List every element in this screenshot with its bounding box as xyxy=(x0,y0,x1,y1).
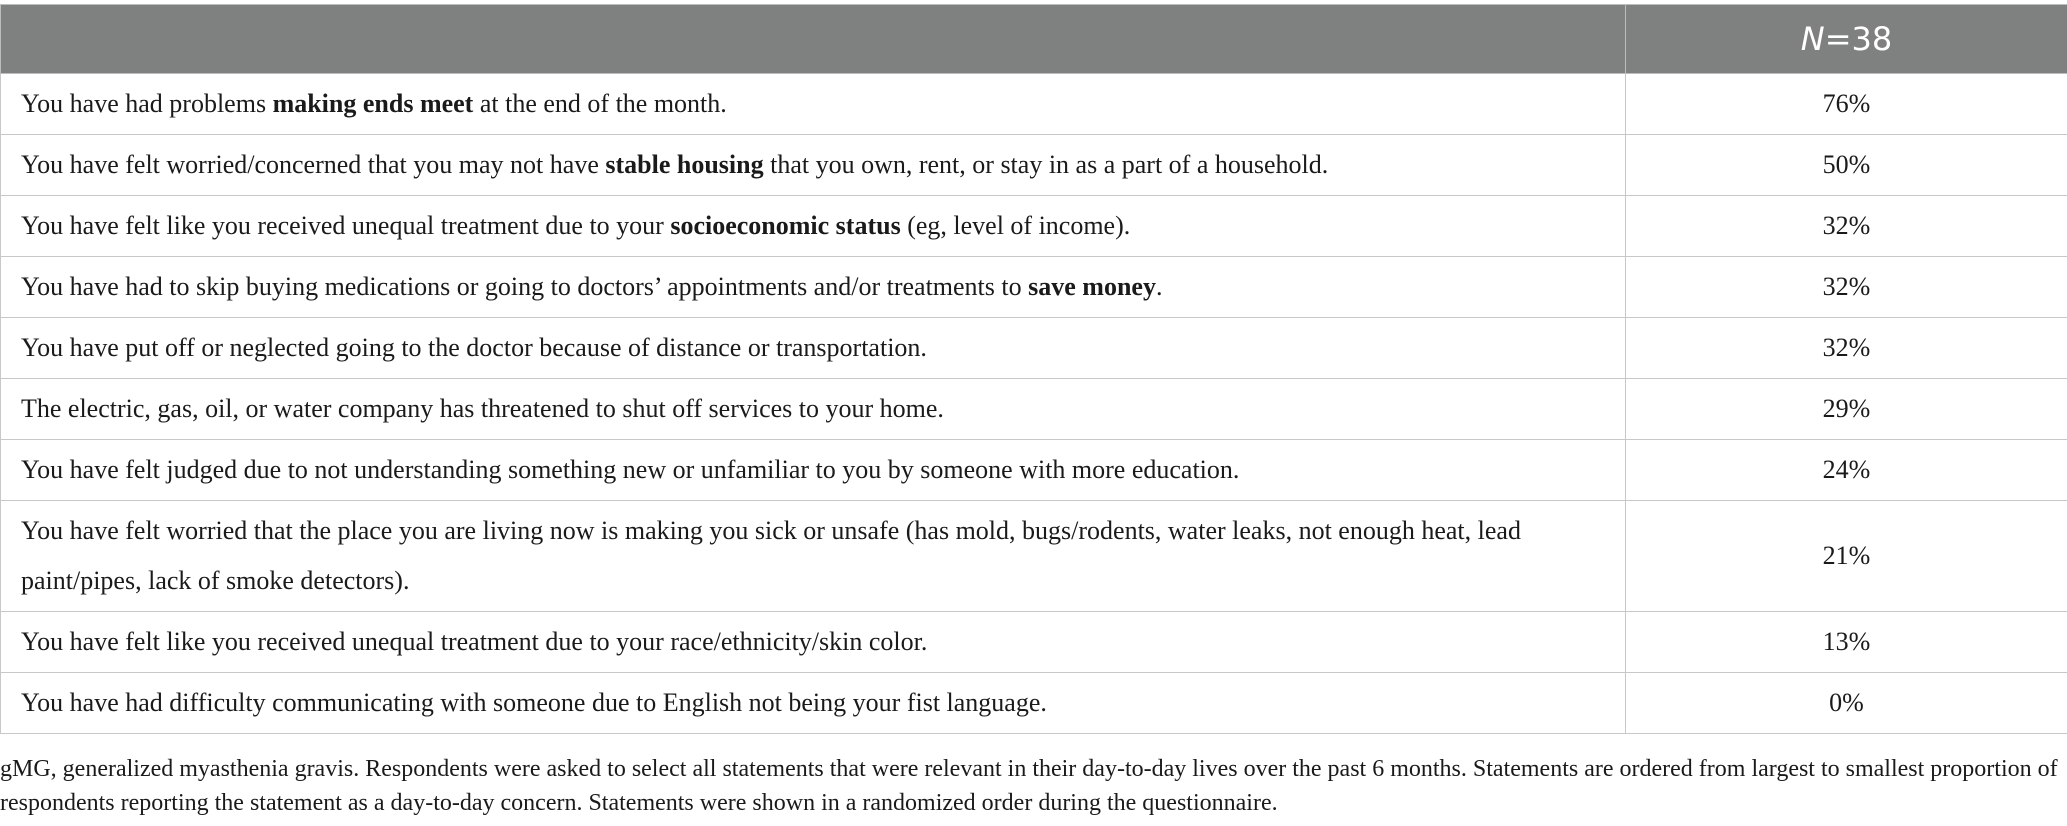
table-container xyxy=(0,4,2067,734)
statement-cell: The electric, gas, oil, or water company has threatened to shut off services to your home. xyxy=(1,379,1626,440)
header-row xyxy=(1,5,2067,74)
table-row xyxy=(1,673,2067,734)
statement-cell: You have felt like you received unequal treatment due to your race/ethnicity/skin color. xyxy=(1,612,1626,673)
percent-cell: 50% xyxy=(1626,135,2067,196)
statement-cell: You have had problems making ends meet at the end of the month. xyxy=(1,74,1626,135)
header-n-symbol: N xyxy=(1800,20,1825,58)
header-statement xyxy=(1,5,1626,74)
header-n-value: =38 xyxy=(1824,20,1893,58)
percent-cell: 32% xyxy=(1626,196,2067,257)
percent-cell: 13% xyxy=(1626,612,2067,673)
table-row xyxy=(1,379,2067,440)
percent-cell: 32% xyxy=(1626,257,2067,318)
table-row xyxy=(1,501,2067,612)
table-row xyxy=(1,135,2067,196)
statement-cell: You have had to skip buying medications or going to doctors’ appointments and/or treatments to save money. xyxy=(1,257,1626,318)
statement-cell: You have felt worried/concerned that you may not have stable housing that you own, rent, or stay in as a part of a household. xyxy=(1,135,1626,196)
statement-cell: You have had difficulty communicating with someone due to English not being your fist language. xyxy=(1,673,1626,734)
header-sample-size xyxy=(1626,5,2067,74)
statement-cell: You have put off or neglected going to the doctor because of distance or transportation. xyxy=(1,318,1626,379)
table-row xyxy=(1,74,2067,135)
table-footnote: gMG, generalized myasthenia gravis. Respondents were asked to select all statements that were relevant in their day-to-day lives over the past 6 months. Statements are ordered from largest to smallest proportion of respondents reporting the statement as a day-to-day concern. Statements were shown in a randomized order during the questionnaire. xyxy=(0,756,2058,816)
table-row xyxy=(1,440,2067,501)
table-row xyxy=(1,257,2067,318)
percent-cell: 29% xyxy=(1626,379,2067,440)
statement-cell: You have felt like you received unequal treatment due to your socioeconomic status (eg, level of income). xyxy=(1,196,1626,257)
statement-cell: You have felt judged due to not understanding something new or unfamiliar to you by someone with more education. xyxy=(1,440,1626,501)
sdoh-table xyxy=(0,4,2067,734)
statement-cell: You have felt worried that the place you are living now is making you sick or unsafe (has mold, bugs/rodents, water leaks, not enough heat, lead paint/pipes, lack of smoke detectors). xyxy=(1,501,1626,612)
percent-cell: 32% xyxy=(1626,318,2067,379)
percent-cell: 21% xyxy=(1626,501,2067,612)
percent-cell: 24% xyxy=(1626,440,2067,501)
table-row xyxy=(1,612,2067,673)
percent-cell: 0% xyxy=(1626,673,2067,734)
table-row xyxy=(1,318,2067,379)
table-row xyxy=(1,196,2067,257)
percent-cell: 76% xyxy=(1626,74,2067,135)
